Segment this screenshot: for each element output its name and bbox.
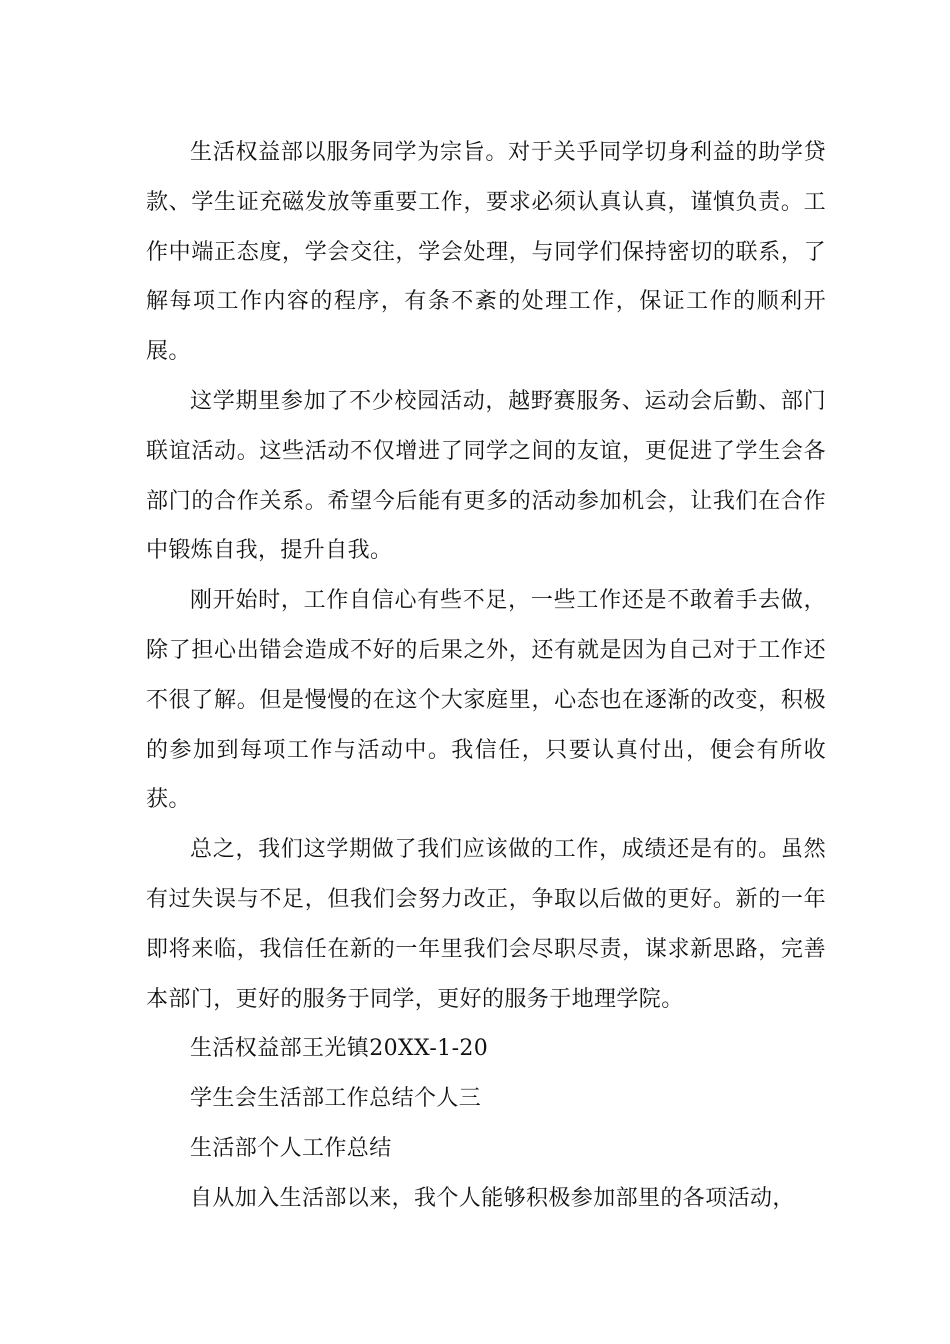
paragraph-intro: 自从加入生活部以来，我个人能够积极参加部里的各项活动， xyxy=(190,1185,795,1211)
paragraph-service-purpose: 生活权益部以服务同学为宗旨。对于关乎同学切身利益的助学贷款、学生证充磁发放等重要工作，要求必须认真认真，谨慎负责。工作中端正态度，学会交往，学会处理，与同学们保持密切的联系，了解每项工作内容的程序，有条不紊的处理工作，保证工作的顺利开展。 xyxy=(146,140,826,365)
document-body xyxy=(146,128,826,1224)
section-heading: 学生会生活部工作总结个人三 xyxy=(190,1086,482,1112)
paragraph-confidence: 刚开始时，工作自信心有些不足，一些工作还是不敢着手去做，除了担心出错会造成不好的后果之外，还有就是因为自己对于工作还不很了解。但是慢慢的在这个大家庭里，心态也在逐渐的改变，积极的参加到每项工作与活动中。我信任，只要认真付出，便会有所收获。 xyxy=(146,588,826,813)
paragraph-campus-activities: 这学期里参加了不少校园活动，越野赛服务、运动会后勤、部门联谊活动。这些活动不仅增进了同学之间的友谊，更促进了学生会各部门的合作关系。希望今后能有更多的活动参加机会，让我们在合作中锻炼自我，提升自我。 xyxy=(146,388,826,564)
signature-line: 生活权益部王光镇20XX-1-20 xyxy=(190,1036,489,1062)
subsection-heading: 生活部个人工作总结 xyxy=(190,1135,392,1161)
paragraph-summary: 总之，我们这学期做了我们应该做的工作，成绩还是有的。虽然有过失误与不足，但我们会努力改正，争取以后做的更好。新的一年即将来临，我信任在新的一年里我们会尽职尽责，谋求新思路，完善本部门，更好的服务于同学，更好的服务于地理学院。 xyxy=(146,837,826,1012)
